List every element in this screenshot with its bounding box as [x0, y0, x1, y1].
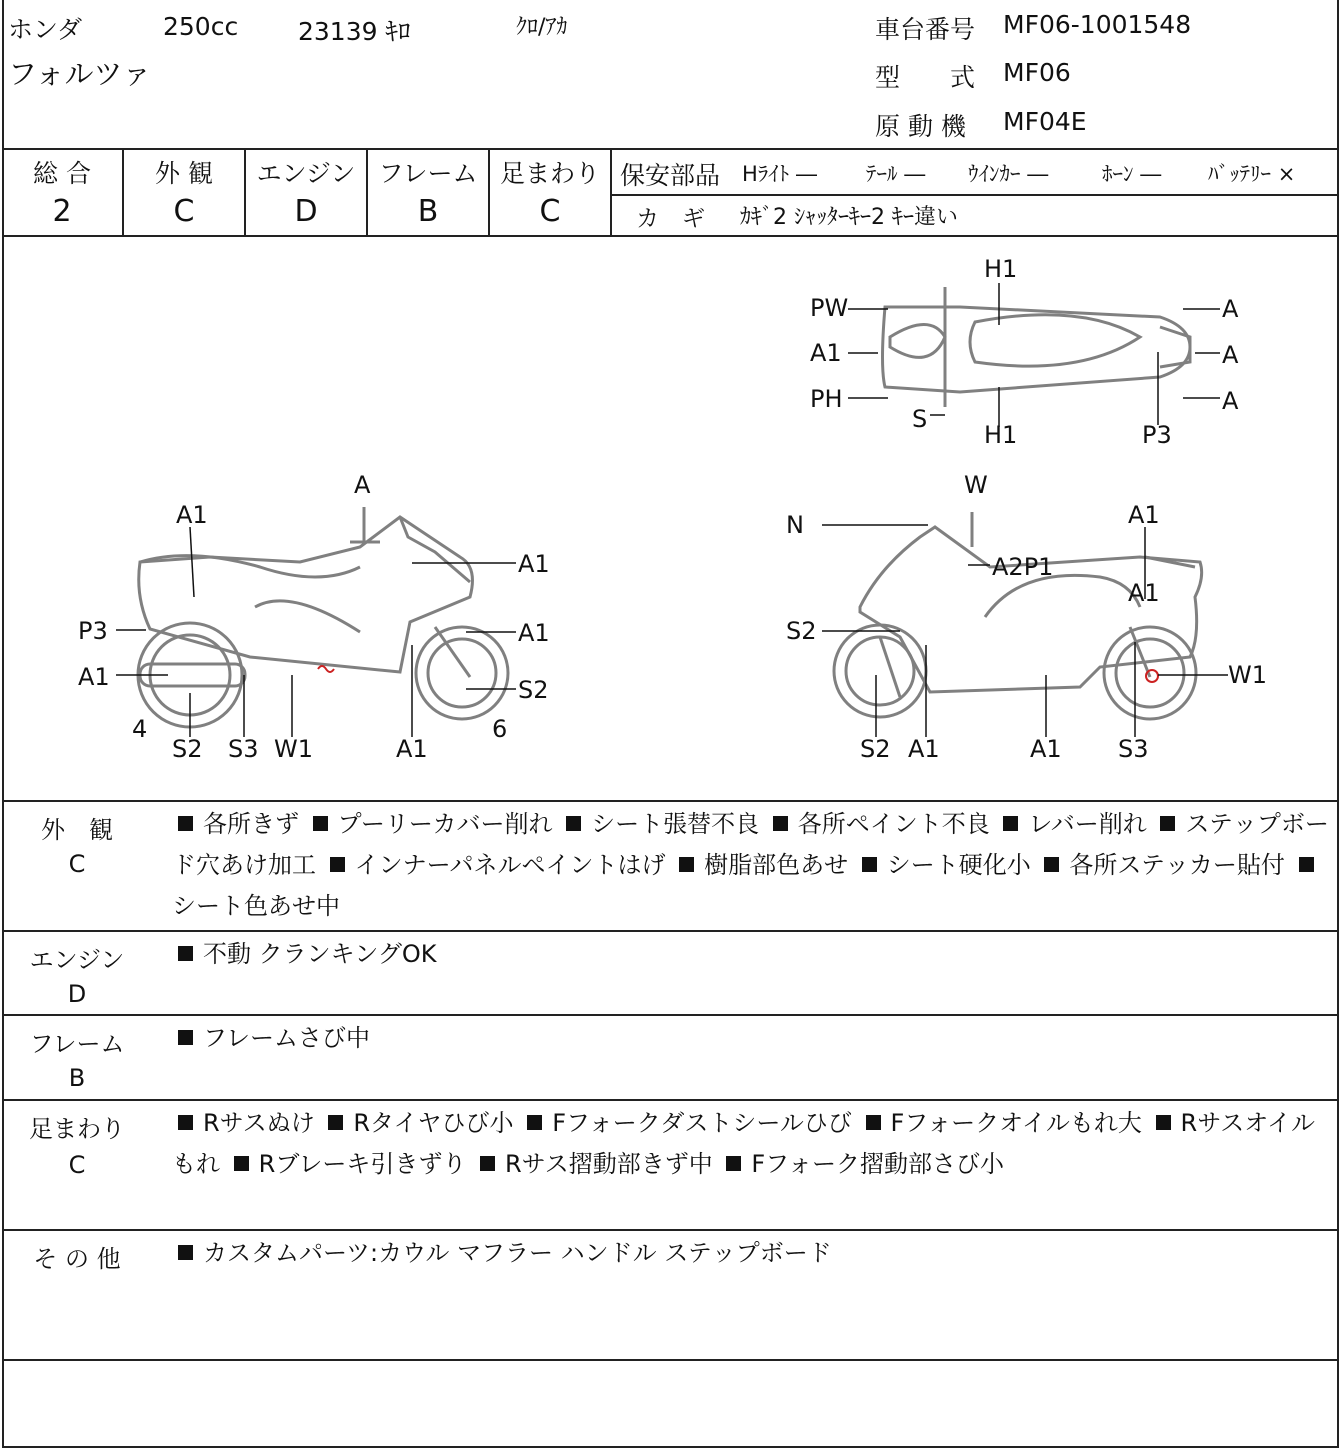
remark-item: シート張替不良	[591, 810, 760, 838]
remark-item: Fフォークダストシールひび	[552, 1109, 852, 1137]
label-top-ph: PH	[810, 385, 843, 413]
divider	[2, 930, 1339, 932]
chassis-number: MF06-1001548	[1003, 10, 1192, 39]
label-left-a: A	[354, 471, 371, 499]
section-frame-label: フレーム	[29, 1030, 125, 1058]
bullet-square-icon	[1044, 857, 1059, 872]
remark-item: Fフォークオイルもれ大	[890, 1109, 1142, 1137]
label-top-h1b: H1	[984, 421, 1018, 449]
bullet-square-icon	[866, 1115, 881, 1130]
key-label: カ ギ	[636, 206, 705, 232]
bullet-square-icon	[1160, 816, 1175, 831]
type-value: MF06	[1003, 58, 1071, 87]
section-suspension-label: 足まわり	[29, 1115, 125, 1143]
divider	[2, 1229, 1339, 1231]
label-left-a1: A1	[176, 501, 208, 529]
safety-label: 保安部品	[620, 161, 721, 190]
label-right-w1: W1	[1228, 661, 1267, 689]
bullet-square-icon	[527, 1115, 542, 1130]
section-exterior-grade: C	[68, 850, 86, 878]
label-top-p3: P3	[1142, 421, 1172, 449]
scooter-drawings	[138, 287, 1202, 727]
safety-item-tail: ﾃｰﾙ ―	[866, 162, 926, 186]
section-suspension-items	[172, 1103, 1332, 1185]
label-right-a1: A1	[908, 735, 940, 763]
section-engine-items	[172, 934, 1332, 975]
grade-exterior-value: C	[173, 194, 195, 229]
grade-frame-value: B	[417, 194, 439, 229]
label-top-pw: PW	[810, 294, 849, 322]
top-view-front	[890, 325, 945, 358]
label-right-a1: A1	[1128, 501, 1160, 529]
bullet-square-icon	[234, 1156, 249, 1171]
section-suspension-grade: C	[68, 1151, 86, 1179]
chassis-label: 車台番号	[875, 15, 976, 44]
grade-engine-value: D	[294, 194, 318, 229]
label-top-a: A	[1222, 387, 1239, 415]
divider	[2, 800, 1339, 802]
label-left-6: 6	[492, 715, 508, 743]
label-right-a1: A1	[1128, 579, 1160, 607]
grade-suspension-label: 足まわり	[499, 159, 600, 188]
damage-marks	[318, 666, 1158, 682]
key-text: ｶｷﾞ2 ｼｬｯﾀｰｷｰ2 ｷｰ違い	[740, 205, 958, 230]
diagram-left-labels	[78, 471, 550, 763]
remark-item: フレームさび中	[203, 1024, 371, 1052]
divider	[610, 148, 612, 237]
bullet-square-icon	[328, 1115, 343, 1130]
label-top-a1: A1	[810, 339, 842, 367]
remark-item: 各所きず	[203, 810, 299, 838]
divider	[2, 1099, 1339, 1101]
safety-item-winker: ｳｲﾝｶｰ ―	[968, 162, 1049, 186]
bullet-square-icon	[566, 816, 581, 831]
damage-diagram	[0, 237, 1341, 800]
remark-item: 各所ペイント不良	[797, 810, 990, 838]
remark-item: インナーパネルペイントはげ	[354, 851, 666, 879]
label-right-s3: S3	[1118, 735, 1149, 763]
diagram-right-labels	[786, 471, 1267, 763]
grade-total-label: 総 合	[33, 159, 91, 188]
label-left-a1: A1	[518, 550, 550, 578]
label-top-a: A	[1222, 295, 1239, 323]
bullet-square-icon	[178, 946, 193, 961]
label-top-s: S	[912, 405, 928, 433]
maker: ホンダ	[8, 15, 83, 44]
left-front-wheel	[416, 627, 508, 719]
divider	[612, 194, 1339, 196]
grade-frame-label: フレーム	[378, 159, 478, 188]
divider	[2, 1014, 1339, 1016]
grade-suspension-value: C	[539, 194, 561, 229]
label-top-a: A	[1222, 341, 1239, 369]
label-left-4: 4	[132, 715, 148, 743]
safety-item-headlight: Hﾗｲﾄ ―	[742, 162, 817, 186]
mileage: 23139 ｷﾛ	[298, 17, 411, 46]
remark-item: 各所ステッカー貼付	[1069, 851, 1285, 879]
remark-item: レバー削れ	[1028, 810, 1147, 838]
section-engine-label: エンジン	[29, 946, 125, 974]
bullet-square-icon	[773, 816, 788, 831]
top-view-seat	[970, 315, 1140, 366]
safety-item-horn: ﾎｰﾝ ―	[1102, 162, 1162, 186]
bullet-square-icon	[1003, 816, 1018, 831]
divider	[2, 1359, 1339, 1361]
section-frame-grade: B	[68, 1064, 86, 1092]
divider	[2, 148, 1339, 150]
label-left-s2: S2	[172, 735, 203, 763]
grade-exterior-label: 外 観	[155, 159, 213, 188]
label-left-p3: P3	[78, 617, 108, 645]
section-other-label: そ の 他	[33, 1245, 121, 1273]
type-label: 型 式	[875, 63, 976, 92]
grade-engine-label: エンジン	[256, 159, 356, 188]
model-name: フォルツァ	[8, 57, 152, 91]
label-right-n: N	[786, 511, 804, 539]
remark-item: Rタイヤひび小	[353, 1109, 514, 1137]
right-body	[860, 527, 1202, 692]
label-left-s3: S3	[228, 735, 259, 763]
remark-item: Rブレーキ引きずり	[258, 1150, 467, 1178]
diagram-top-labels	[810, 255, 1239, 449]
grade-total-value: 2	[52, 194, 72, 229]
bullet-square-icon	[178, 1245, 193, 1260]
engine-label: 原 動 機	[875, 112, 966, 141]
section-exterior-items	[172, 804, 1332, 927]
label-right-w: W	[964, 471, 988, 499]
engine-value: MF04E	[1003, 107, 1087, 136]
bullet-square-icon	[480, 1156, 495, 1171]
label-right-s2: S2	[860, 735, 891, 763]
top-view-body	[883, 307, 1191, 392]
remark-item: 不動 クランキングOK	[203, 940, 437, 968]
bullet-square-icon	[862, 857, 877, 872]
label-right-a2p1: A2P1	[992, 553, 1054, 581]
bullet-square-icon	[726, 1156, 741, 1171]
bullet-square-icon	[1156, 1115, 1171, 1130]
remark-item: Fフォーク摺動部さび小	[751, 1150, 1004, 1178]
remark-item: シート色あせ中	[172, 892, 340, 920]
bullet-square-icon	[178, 1115, 193, 1130]
label-left-s2: S2	[518, 676, 549, 704]
section-engine-grade: D	[67, 980, 87, 1008]
remark-item: Rサスオイルもれ	[172, 1109, 1316, 1178]
label-left-a1: A1	[518, 619, 550, 647]
remark-item: Rサスぬけ	[203, 1109, 315, 1137]
safety-item-battery: ﾊﾞｯﾃﾘｰ ×	[1208, 162, 1296, 186]
section-exterior-label: 外 観	[41, 816, 113, 844]
bullet-square-icon	[313, 816, 328, 831]
bullet-square-icon	[330, 857, 345, 872]
remark-item: ステップボード穴あけ加工	[172, 810, 1329, 879]
bullet-square-icon	[679, 857, 694, 872]
remark-item: Rサス摺動部きず中	[505, 1150, 713, 1178]
leader-lines	[116, 283, 1228, 737]
color: ｸﾛ/ｱｶ	[516, 15, 568, 40]
section-other-items	[172, 1233, 1332, 1274]
remark-item: シート硬化小	[886, 851, 1031, 879]
label-left-a1: A1	[396, 735, 428, 763]
displacement: 250cc	[163, 12, 239, 41]
remark-item: 樹脂部色あせ	[704, 851, 849, 879]
label-right-a1: A1	[1030, 735, 1062, 763]
section-frame-items	[172, 1018, 1332, 1059]
bullet-square-icon	[1299, 857, 1314, 872]
remark-item: カスタムパーツ:カウル マフラー ハンドル ステップボード	[203, 1239, 832, 1267]
label-left-a1: A1	[78, 663, 110, 691]
label-left-w1: W1	[274, 735, 313, 763]
label-top-h1: H1	[984, 255, 1018, 283]
bullet-square-icon	[178, 1030, 193, 1045]
bullet-square-icon	[178, 816, 193, 831]
label-right-s2: S2	[786, 617, 817, 645]
remark-item: プーリーカバー削れ	[337, 810, 553, 838]
